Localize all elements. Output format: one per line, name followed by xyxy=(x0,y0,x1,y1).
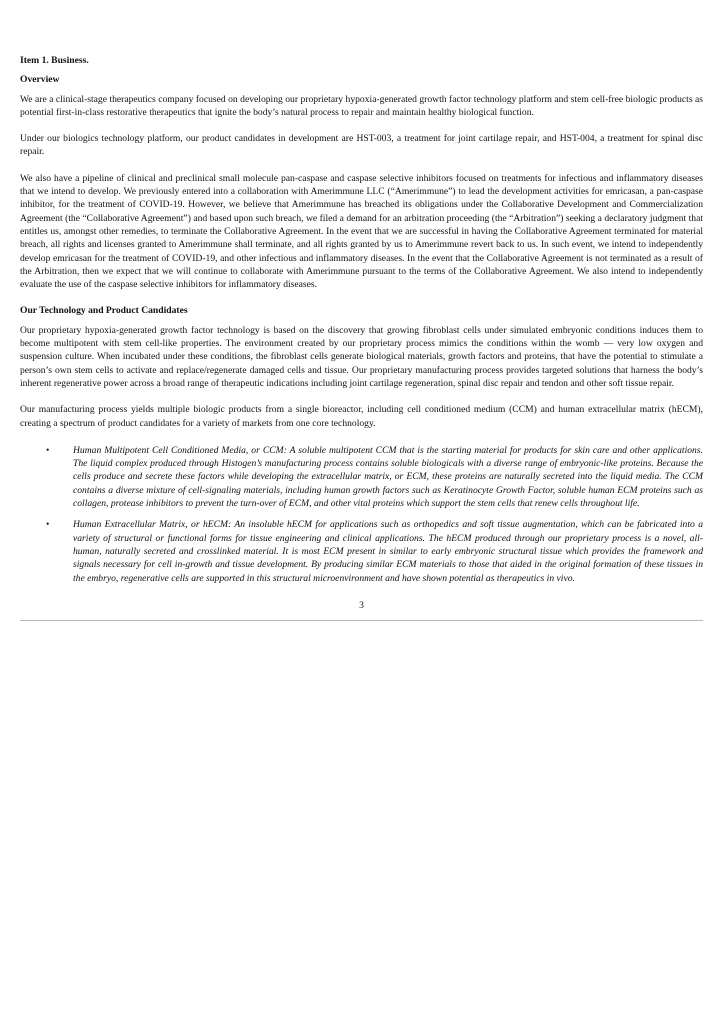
page-divider xyxy=(20,620,703,621)
technology-heading: Our Technology and Product Candidates xyxy=(20,305,188,317)
overview-paragraph-3: We also have a pipeline of clinical and preclinical small molecule pan-caspase and caspase selective inhibitors focused on treatments for infectious and inflammatory diseases that we intend to develop. We previously entered into a collaboration with Amerimmune LLC (“Amerimmune”) to lead the development activities for emricasan, a pan-caspase inhibitor, for the treatment of COVID-19. However, we believe that Amerimmune has breached its obligations under the Collaborative Development and Commercialization Agreement (the “Collaborative Agreement”) and based upon such breach, we filed a demand for an arbitration proceeding (the “Arbitration”) seeking a declaratory judgment that entitles us, amongst other remedies, to terminate the Collaborative Agreement. In the event that we are successful in having the Collaborative Agreement terminated for material breach, all rights and licenses granted to Amerimmune shall terminate, and all rights granted by us to Amerimmune revert back to us. In such event, we intend to independently develop emricasan for the treatment of COVID-19, and other infectious and inflammatory diseases. In the event that the Collaborative Agreement is not terminated as a result of the Arbitration, then we expect that we will continue to collaborate with Amerimmune pursuant to the terms of the Collaborative Agreement. We also intend to independently evaluate the use of the caspase selective inhibitors for inflammatory diseases. xyxy=(20,172,703,291)
technology-paragraph-1: Our proprietary hypoxia-generated growth factor technology is based on the discovery that growing fibroblast cells under simulated embryonic conditions induces them to become multipotent with stem cell-like properties. The environment created by our proprietary process mimics the conditions within the womb — very low oxygen and suspension culture. When incubated under these conditions, the fibroblast cells generate biological materials, growth factors and proteins, that have the potential to stimulate a person’s own stem cells to activate and replace/regenerate damaged cells and tissue. Our proprietary manufacturing process provides targeted solutions that harness the body’s inherent regenerative power across a broad range of therapeutic indications including joint cartilage regeneration, spinal disc repair and tendon and other soft tissue repair. xyxy=(20,324,703,389)
bullet-item-hecm xyxy=(20,518,703,584)
overview-heading: Overview xyxy=(20,74,60,86)
item-heading: Item 1. Business. xyxy=(20,55,89,66)
page-number: 3 xyxy=(359,599,364,611)
document-page xyxy=(20,48,703,621)
technology-paragraph-2: Our manufacturing process yields multiple biologic products from a single bioreactor, including cell conditioned medium (CCM) and human extracellular matrix (hECM), creating a spectrum of product candidates for a variety of markets from one core technology. xyxy=(20,404,703,429)
overview-paragraph-2: Under our biologics technology platform, our product candidates in development are HST-003, a treatment for joint cartilage repair, and HST-004, a treatment for spinal disc repair. xyxy=(20,133,703,158)
overview-paragraph-1: We are a clinical-stage therapeutics company focused on developing our proprietary hypoxia-generated growth factor technology platform and stem cell-free biologic products as potential first-in-class restorative therapeutics that ignite the body’s natural process to repair and maintain healthy biological function. xyxy=(20,93,703,118)
bullet-text-hecm: Human Extracellular Matrix, or hECM: An insoluble hECM for applications such as orthopedics and soft tissue augmentation, which can be fabricated into a variety of structural or functional forms for tissue engineering and clinical applications. The hECM produced through our proprietary process is a novel, all-human, naturally secreted and crosslinked material. It is most ECM present in similar to early embryonic structural tissue which provides the framework and signals necessary for cell in-growth and tissue development. By producing similar ECM materials to those that aided in the original formation of these tissues in the embryo, regenerative cells are supported in this structural microenvironment and have shown potential as therapeutics in vivo. xyxy=(73,519,703,584)
bullet-marker: • xyxy=(46,519,50,531)
product-bullet-list xyxy=(20,444,703,585)
bullet-marker: • xyxy=(46,444,50,456)
bullet-text-ccm: Human Multipotent Cell Conditioned Media, or CCM: A soluble multipotent CCM that is the starting material for products for skin care and other applications. The liquid complex produced through Histogen’s manufacturing process contains soluble biologicals with a diverse range of embryonic-like proteins. Because the cells produce and secrete these factors while developing the extracellular matrix, or ECM, these proteins are naturally secreted into the liquid media. The CCM contains a diverse mixture of cell-signaling materials, including human growth factors such as Keratinocyte Growth Factor, soluble human ECM proteins such as collagen, protease inhibitors to prevent the turn-over of ECM, and other vital proteins which support the stem cells that renew cells throughout life. xyxy=(73,444,703,510)
bullet-item-ccm xyxy=(20,444,703,510)
